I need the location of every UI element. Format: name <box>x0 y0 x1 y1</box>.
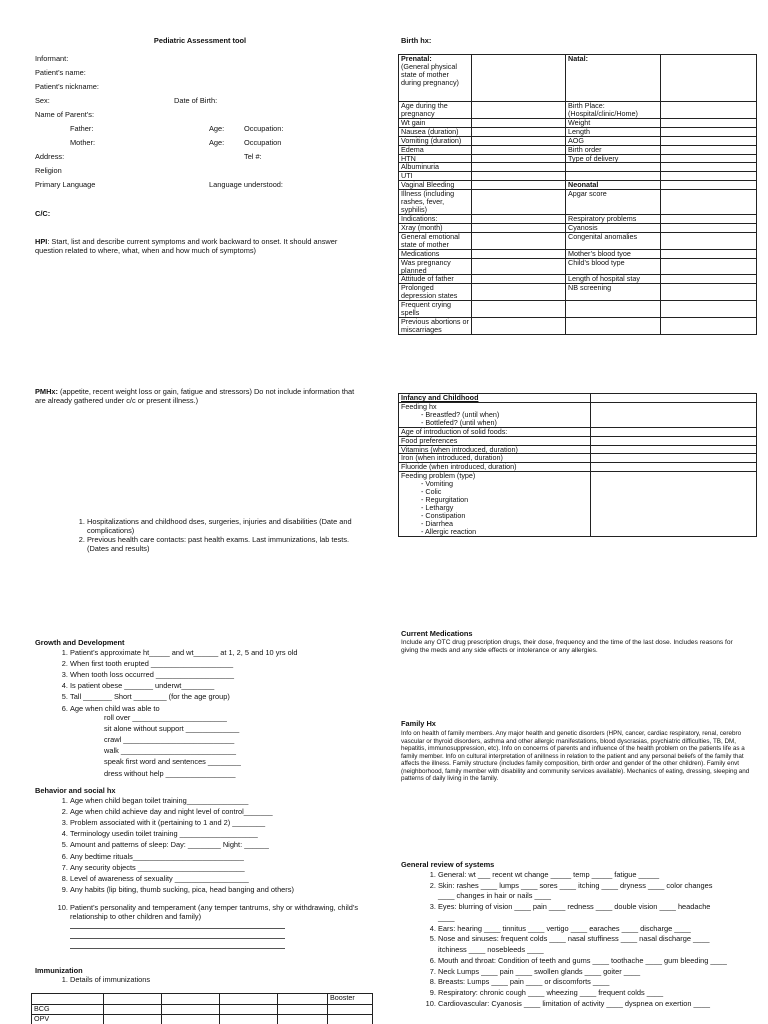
prenatal-row-label: Frequent crying spells <box>399 301 472 318</box>
natal-answer-cell[interactable] <box>661 154 757 163</box>
vaccine-name: OPV <box>32 1015 104 1024</box>
feeding-problem-item: - Regurgitation <box>421 496 588 504</box>
growth-item: 6. Age when child was able to <box>70 703 360 714</box>
review-item: 9. Respiratory: chronic cough ____ wheezing ____ frequent colds ____ <box>438 988 728 999</box>
tel-label: Tel #: <box>244 152 262 161</box>
table-row <box>399 249 757 258</box>
prenatal-row-label: Xray (month) <box>399 223 472 232</box>
patient-name-label: Patient’s name: <box>35 68 86 77</box>
family-text: Info on health of family members. Any major health and genetic disorders (HPN, cancer, cardiac respiratory, renal, cerebro vascular or thyroid disorders, asthma and other allergic manifestations, blood dyscrasias, psychiatric difficulties, TB, DM, hepatitis, immunosuppression, etc). Info on concerns of parents and influence of the health problem on the patients life as a family member. Info on cultural interpretation of anillness in relation to the patient and any personal beliefs of the family that affects the illness. Family structure (includes family composition, birth order and gender of the other children). Family envt (neighborhood, family member with disability and community services available). Mechanics of eating, dressing, sleeping and patterns of daily living in the family. <box>401 730 750 783</box>
prenatal-answer-cell[interactable] <box>472 232 566 249</box>
hpi-label: HPI <box>35 237 48 246</box>
pmhx-item: 2. Previous health care contacts: past health exams. Last immunizations, lab tests. (Dates and results) <box>87 535 367 553</box>
birth-rows <box>399 102 757 335</box>
prenatal-answer-cell[interactable] <box>472 301 566 318</box>
natal-answer-cell[interactable] <box>661 163 757 172</box>
prenatal-answer-cell[interactable] <box>472 214 566 223</box>
behavior-item: 7. Any security objects __________________________ <box>70 862 370 873</box>
behavior-title: Behavior and social hx <box>35 786 116 795</box>
review-list <box>418 870 728 1010</box>
feeding-sub-item: - Bottlefed? (until when) <box>421 419 588 427</box>
natal-answer-cell[interactable] <box>661 136 757 145</box>
behavior-item-10: 10. Patient’s personality and temperament (any temper tantrums, shy or withdrawing, child’s relationship to other children and family) <box>70 903 370 921</box>
natal-answer-cell[interactable] <box>661 318 757 335</box>
vaccine-name: BCG <box>32 1005 104 1015</box>
family-title: Family Hx <box>401 719 436 728</box>
prenatal-cell <box>399 55 472 102</box>
dob-label: Date of Birth: <box>174 96 218 105</box>
table-row <box>399 102 757 119</box>
table-row <box>32 1015 373 1024</box>
feeding-sub-item: - Breastfed? (until when) <box>421 411 588 419</box>
immunization-table <box>31 993 373 1024</box>
feeding-hx-label: Feeding hx <box>401 401 437 411</box>
answer-line <box>70 938 285 939</box>
prenatal-row-label: Indications: <box>399 214 472 223</box>
prenatal-answer-cell[interactable] <box>472 284 566 301</box>
table-row <box>399 436 757 445</box>
natal-answer-cell[interactable] <box>661 127 757 136</box>
prenatal-answer-cell[interactable] <box>472 154 566 163</box>
natal-row-label <box>566 318 661 335</box>
answer-line <box>70 928 285 929</box>
prenatal-desc: (General physical state of mother during pregnancy) <box>401 61 459 87</box>
informant-label: Informant: <box>35 54 69 63</box>
behavior-item: 6. Any bedtime rituals___________________________ <box>70 851 370 862</box>
natal-row-label: Congenital anomalies <box>566 232 661 249</box>
review-item: 5. Nose and sinuses: frequent colds ____ nasal stuffiness ____ nasal discharge ____ itchiness ____ nosebleeds ____ <box>438 934 728 955</box>
growth-list <box>50 647 360 714</box>
feeding-problem-item: - Allergic reaction <box>421 528 588 536</box>
infancy-row-label: Fluoride (when introduced, duration) <box>399 463 591 472</box>
growth-item: 1. Patient’s approximate ht_____ and wt______ at 1, 2, 5 and 10 yrs old <box>70 647 360 658</box>
natal-answer-cell[interactable] <box>661 275 757 284</box>
prenatal-row-label: Edema <box>399 145 472 154</box>
natal-row-label: Neonatal <box>566 181 661 190</box>
hpi-text: : Start, list and describe current symptoms and work backward to onset. It should answer question related to where, what, when and how much of symptoms) <box>35 237 338 256</box>
table-row <box>399 284 757 301</box>
table-row <box>399 427 757 436</box>
table-row <box>399 232 757 249</box>
review-item: 10. Cardiovascular: Cyanosis ____ limitation of activity ____ dyspnea on exertion ____ <box>438 999 728 1010</box>
prenatal-answer-cell[interactable] <box>472 190 566 215</box>
prenatal-row-label: Wt gain <box>399 118 472 127</box>
behavior-item: 4. Terminology usedin toilet training ___________________ <box>70 828 370 839</box>
natal-row-label: Birth order <box>566 145 661 154</box>
infancy-row-label: Iron (when introduced, duration) <box>399 454 591 463</box>
prenatal-row-label: Age during the pregnancy <box>399 102 472 119</box>
behavior-item: 5. Amount and patterns of sleep: Day: ________ Night: ______ <box>70 839 370 850</box>
birth-hx-table <box>398 54 757 335</box>
prenatal-row-label: Vomiting (duration) <box>399 136 472 145</box>
current-meds-title: Current Medications <box>401 629 473 638</box>
table-row <box>399 258 757 275</box>
prenatal-row-label: General emotional state of mother <box>399 232 472 249</box>
table-row <box>32 1005 373 1015</box>
natal-answer-cell[interactable] <box>661 301 757 318</box>
natal-answer-cell[interactable] <box>661 118 757 127</box>
natal-answer-cell[interactable] <box>661 145 757 154</box>
natal-row-label: NB screening <box>566 284 661 301</box>
natal-answer-cell[interactable] <box>661 172 757 181</box>
behavior-item: 2. Age when child achieve day and night level of control_______ <box>70 806 370 817</box>
behavior-item: 9. Any habits (lip biting, thumb sucking, pica, head banging and others) <box>70 884 370 895</box>
growth-item: 3. When tooth loss occurred ___________________ <box>70 669 360 680</box>
father-age-label: Age: <box>209 124 225 133</box>
prenatal-row-label: Previous abortions or miscarriages <box>399 318 472 335</box>
cc-label: C/C: <box>35 209 51 218</box>
growth-item: 2. When first tooth erupted ____________________ <box>70 658 360 669</box>
prenatal-answer-cell[interactable] <box>472 163 566 172</box>
prenatal-answer-cell[interactable] <box>472 136 566 145</box>
feeding-problem-row <box>399 472 757 536</box>
feeding-problem-item: - Vomiting <box>421 480 588 488</box>
table-row <box>399 154 757 163</box>
prenatal-label: Prenatal: <box>401 54 432 63</box>
natal-answer-cell[interactable] <box>661 232 757 249</box>
table-row <box>399 223 757 232</box>
natal-row-label: Apgar score <box>566 190 661 215</box>
review-item: 8. Breasts: Lumps ____ pain ____ or discomforts ____ <box>438 977 728 988</box>
natal-row-label: Length of hospital stay <box>566 275 661 284</box>
natal-label: Natal: <box>566 55 661 102</box>
growth-sub-item: crawl ___________________________ <box>104 735 235 745</box>
religion-label: Religion <box>35 166 62 175</box>
table-row <box>399 190 757 215</box>
natal-answer-cell[interactable] <box>661 181 757 190</box>
review-item: 7. Neck Lumps ____ pain ____ swollen glands ____ goiter ____ <box>438 967 728 978</box>
page-title: Pediatric Assessment tool <box>153 36 247 45</box>
prenatal-row-label: Was pregnancy planned <box>399 258 472 275</box>
prenatal-answer-cell[interactable] <box>472 127 566 136</box>
pmhx-item: 1. Hospitalizations and childhood dses, surgeries, injuries and disabilities (Date and complications) <box>87 517 367 535</box>
booster-header: Booster <box>328 994 373 1005</box>
feeding-sub-list <box>401 411 588 427</box>
prenatal-row-label: Nausea (duration) <box>399 127 472 136</box>
natal-row-label: Mother’s blood tyoe <box>566 249 661 258</box>
natal-answer-cell[interactable] <box>661 284 757 301</box>
feeding-problem-item: - Constipation <box>421 512 588 520</box>
prenatal-row-label: HTN <box>399 154 472 163</box>
behavior-list <box>50 795 370 895</box>
growth-sub-list <box>104 712 241 779</box>
natal-answer-cell[interactable] <box>661 223 757 232</box>
infancy-row-label: Food preferences <box>399 436 591 445</box>
pmhx-text: (appetite, recent weight loss or gain, fatigue and stressors) Do not include information that are already gathered under c/c or present illness.) <box>35 387 355 406</box>
feeding-hx-row <box>399 402 757 427</box>
mother-label: Mother: <box>70 138 96 147</box>
natal-row-label: Weight <box>566 118 661 127</box>
review-item: 1. General: wt ___ recent wt change _____ temp _____ fatigue _____ <box>438 870 728 881</box>
growth-sub-item: walk ____________________________ <box>104 746 236 756</box>
growth-sub-item: roll over _______________________ <box>104 713 227 722</box>
prenatal-row-label: Prolonged depression states <box>399 284 472 301</box>
prenatal-answer-cell[interactable] <box>472 258 566 275</box>
feeding-problem-list <box>401 480 588 535</box>
natal-row-label: Child’s blood type <box>566 258 661 275</box>
table-row <box>399 163 757 172</box>
review-item: 3. Eyes: blurring of vision ____ pain ____ redness ____ double vision ____ headache ____ <box>438 902 728 923</box>
prenatal-answer-cell[interactable] <box>472 172 566 181</box>
infancy-row-label: Vitamins (when introduced, duration) <box>399 445 591 454</box>
answer-line <box>70 948 285 949</box>
growth-item: 5. Tall _______ Short ________ (for the age group) <box>70 691 360 702</box>
prenatal-row-label: Albuminuria <box>399 163 472 172</box>
prenatal-row-label: UTI <box>399 172 472 181</box>
primary-language-label: Primary Language <box>35 180 96 189</box>
natal-row-label: Type of delivery <box>566 154 661 163</box>
prenatal-row-label: Vaginal Bleeding <box>399 181 472 190</box>
sex-label: Sex: <box>35 96 50 105</box>
patient-nickname-label: Patient’s nickname: <box>35 82 99 91</box>
natal-row-label <box>566 163 661 172</box>
current-meds-text: Include any OTC drug prescription drugs, their dose, frequency and the time of the last dose. Includes reasons for giving the meds and any side effects or intolerance or any allergies. <box>401 639 733 654</box>
review-item: 6. Mouth and throat: Condition of teeth and gums ____ toothache ____ gum bleeding ____ <box>438 956 728 967</box>
prenatal-answer-cell[interactable] <box>472 223 566 232</box>
review-title: General review of systems <box>401 860 495 869</box>
natal-row-label: Length <box>566 127 661 136</box>
growth-sub-item: speak first word and sentences ________ <box>104 757 241 767</box>
natal-answer-cell[interactable] <box>661 249 757 258</box>
natal-row-label: Birth Place: (Hospital/clinic/Home) <box>566 102 661 119</box>
natal-answer-cell[interactable] <box>661 102 757 119</box>
prenatal-answer-cell[interactable] <box>472 181 566 190</box>
language-understood-label: Language understood: <box>209 180 283 189</box>
natal-row-label: Cyanosis <box>566 223 661 232</box>
behavior-list-10 <box>50 903 370 921</box>
growth-item: 4. Is patient obese _______ underwt________ <box>70 680 360 691</box>
behavior-item: 3. Problem associated with it (pertaining to 1 and 2) ________ <box>70 817 370 828</box>
father-occupation-label: Occupation: <box>244 124 284 133</box>
feeding-problem-label: Feeding problem (type) <box>401 471 476 481</box>
natal-answer-cell[interactable] <box>661 258 757 275</box>
prenatal-answer-cell[interactable] <box>472 118 566 127</box>
mother-age-label: Age: <box>209 138 225 147</box>
infancy-row-label: Age of introduction of solid foods: <box>399 427 591 436</box>
immunization-title: Immunization <box>35 966 83 975</box>
hpi-paragraph <box>35 237 365 255</box>
parents-label: Name of Parent’s: <box>35 110 95 119</box>
immunization-header-row <box>32 994 373 1005</box>
feeding-problem-item: - Colic <box>421 488 588 496</box>
prenatal-answer-cell[interactable] <box>472 318 566 335</box>
review-item: 4. Ears: hearing ____ tinnitus ____ vertigo ____ earaches ____ discharge ____ <box>438 924 728 935</box>
behavior-item: 8. Level of awareness of sexuality __________________ <box>70 873 370 884</box>
prenatal-answer-cell[interactable] <box>472 275 566 284</box>
birth-hx-title: Birth hx: <box>401 36 432 45</box>
prenatal-answer-cell[interactable] <box>472 249 566 258</box>
feeding-problem-item: - Lethargy <box>421 504 588 512</box>
mother-occupation-label: Occupation <box>244 138 282 147</box>
feeding-problem-item: - Diarrhea <box>421 520 588 528</box>
table-row <box>399 127 757 136</box>
prenatal-answer-cell[interactable] <box>472 102 566 119</box>
infancy-header-row <box>399 394 757 403</box>
behavior-item: 1. Age when child began toilet training_______________ <box>70 795 370 806</box>
natal-answer-cell[interactable] <box>661 214 757 223</box>
review-item: 2. Skin: rashes ____ lumps ____ sores ____ itching ____ dryness ____ color changes ____ changes in hair or nails ____ <box>438 881 728 902</box>
table-row <box>399 136 757 145</box>
table-row <box>399 301 757 318</box>
natal-row-label: AOG <box>566 136 661 145</box>
natal-row-label <box>566 301 661 318</box>
pmhx-label: PMHx: <box>35 387 58 396</box>
growth-sub-item: sit alone without support _____________ <box>104 724 240 734</box>
father-label: Father: <box>70 124 94 133</box>
infancy-title: Infancy and Childhood <box>399 394 591 403</box>
pmhx-list <box>67 517 367 553</box>
immunization-item: 1. Details of immunizations <box>70 975 150 984</box>
infancy-table <box>398 393 757 537</box>
prenatal-row-label: Medications <box>399 249 472 258</box>
natal-answer-cell[interactable] <box>661 190 757 215</box>
table-row <box>399 318 757 335</box>
prenatal-row-label: Illness (including rashes, fever, syphilis) <box>399 190 472 215</box>
growth-sub-item: dress without help _________________ <box>104 768 236 778</box>
table-row <box>399 145 757 154</box>
natal-row-label: Respiratory problems <box>566 214 661 223</box>
immunization-list <box>50 975 150 984</box>
growth-title: Growth and Development <box>35 638 125 647</box>
table-row <box>399 118 757 127</box>
prenatal-row-label: Attitude of father <box>399 275 472 284</box>
pmhx-paragraph <box>35 387 365 405</box>
prenatal-header-row <box>399 55 757 102</box>
address-label: Address: <box>35 152 65 161</box>
prenatal-answer-cell[interactable] <box>472 145 566 154</box>
